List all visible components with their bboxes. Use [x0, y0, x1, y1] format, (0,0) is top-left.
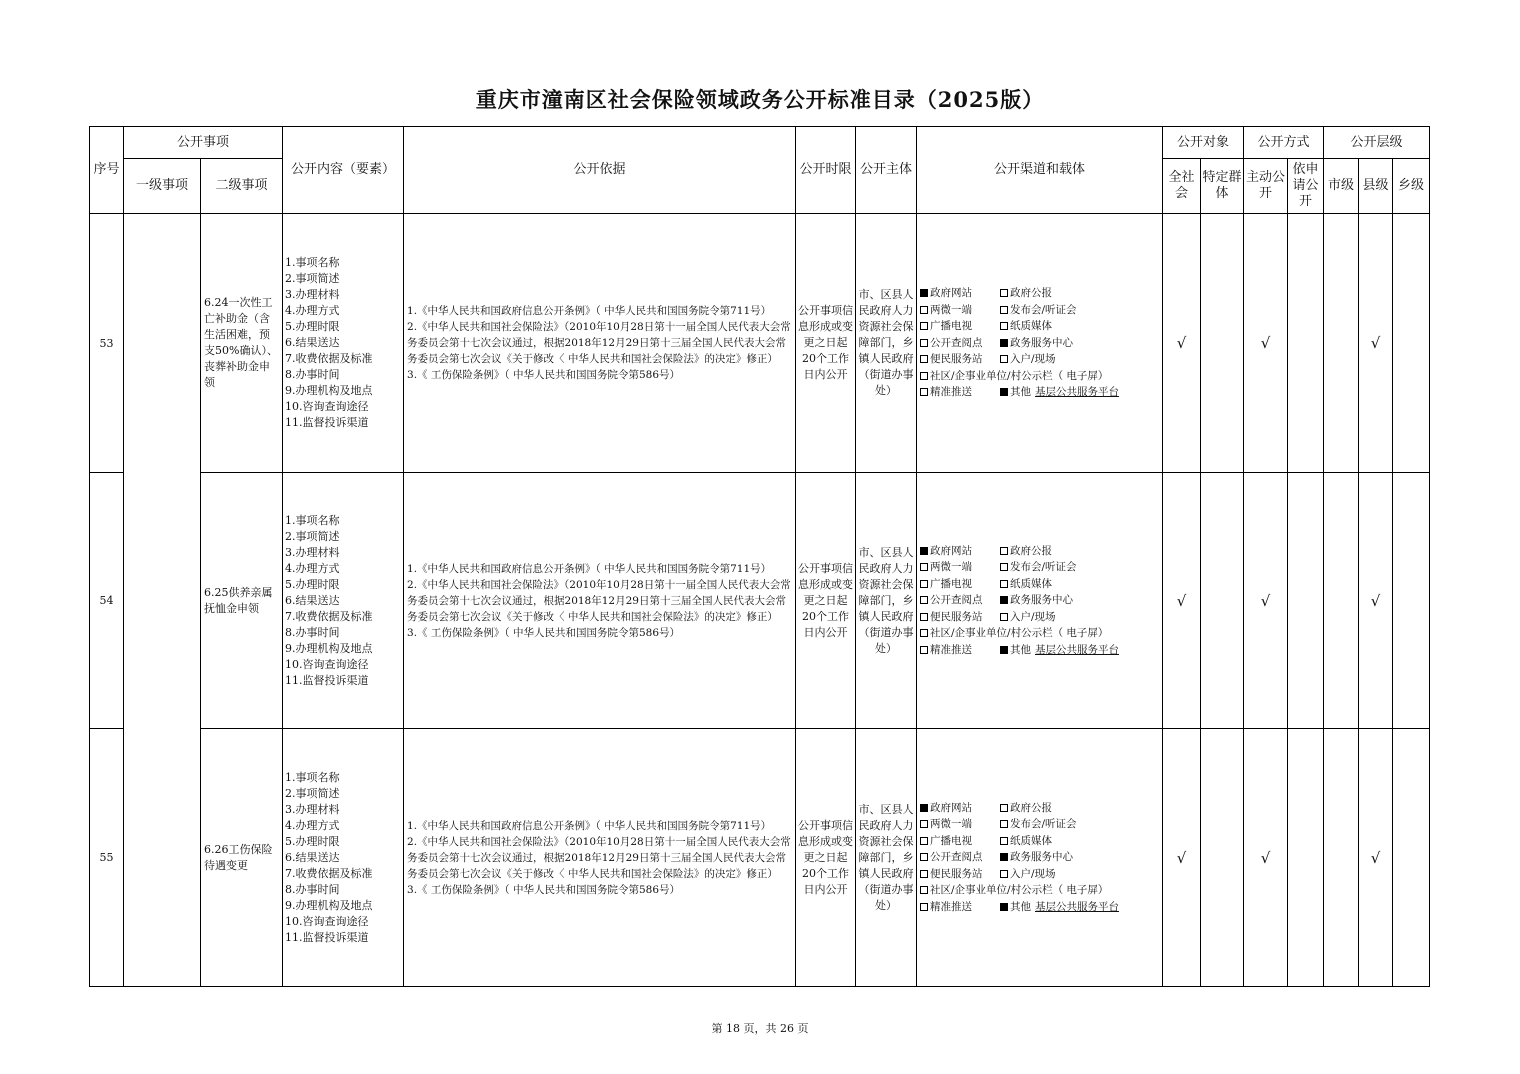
channel-option — [1000, 559, 1077, 576]
channel-option — [920, 882, 1108, 899]
check-town — [1393, 729, 1430, 987]
check-town — [1393, 473, 1430, 729]
checked-box-icon — [1000, 596, 1008, 604]
unchecked-box-icon — [920, 322, 928, 330]
channel-option — [1000, 302, 1077, 319]
channel-other-text: 基层公共服务平台 — [1035, 900, 1120, 913]
checked-box-icon — [1000, 388, 1008, 396]
channel-option — [920, 800, 1000, 817]
check-county: √ — [1359, 729, 1393, 987]
header-level2: 二级事项 — [201, 159, 283, 214]
channel-option — [1000, 816, 1077, 833]
channel-label: 公开查阅点 — [930, 594, 983, 607]
table-row — [90, 473, 1430, 729]
channel-label: 广播电视 — [930, 834, 973, 847]
content-element: 3.办理材料 — [285, 288, 340, 301]
channel-row — [920, 849, 1159, 866]
channel-label: 公开查阅点 — [930, 851, 983, 864]
channel-row — [920, 351, 1159, 368]
basis-entry: 3.《 工伤保险条例》（ 中华人民共和国国务院令第586号） — [407, 369, 680, 381]
content-element: 4.办理方式 — [285, 818, 340, 832]
checked-box-icon — [1000, 853, 1008, 861]
channel-option — [920, 335, 1000, 352]
channel-row — [920, 576, 1159, 593]
header-time-limit: 公开时限 — [796, 127, 856, 214]
unchecked-box-icon — [1000, 355, 1008, 363]
level2-item: 6.24一次性工亡补助金（含生活困难，预支50%确认）、丧葬补助金申领 — [201, 214, 283, 473]
disclosure-channels — [917, 473, 1163, 729]
check-specific — [1201, 473, 1244, 729]
header-method-apply: 依申请公开 — [1288, 159, 1324, 214]
content-element: 4.办理方式 — [285, 304, 340, 317]
check-all: √ — [1163, 473, 1201, 729]
check-all: √ — [1163, 214, 1201, 473]
check-city — [1324, 473, 1359, 729]
channel-label: 入户/现场 — [1010, 610, 1056, 623]
channel-row — [920, 559, 1159, 576]
channel-label: 其他 — [1010, 386, 1032, 399]
header-matter: 公开事项 — [124, 127, 283, 159]
unchecked-box-icon — [920, 580, 928, 588]
unchecked-box-icon — [920, 903, 928, 911]
check-apply — [1288, 729, 1324, 987]
unchecked-box-icon — [1000, 613, 1008, 621]
channel-option — [920, 899, 1000, 916]
content-element: 11.监督投诉渠道 — [285, 416, 369, 429]
unchecked-box-icon — [920, 596, 928, 604]
channel-label: 发布会/听证会 — [1010, 303, 1077, 316]
content-elements — [283, 473, 404, 729]
channel-option — [1000, 335, 1073, 352]
content-element: 8.办事时间 — [285, 368, 340, 381]
content-element: 7.收费依据及标准 — [285, 352, 373, 365]
channel-label: 精准推送 — [930, 386, 973, 399]
content-element: 3.办理材料 — [285, 545, 340, 559]
channel-option — [1000, 866, 1056, 883]
checked-box-icon — [1000, 903, 1008, 911]
content-element: 1.事项名称 — [285, 256, 340, 269]
unchecked-box-icon — [1000, 563, 1008, 571]
channel-label: 广播电视 — [930, 320, 973, 333]
content-element: 5.办理时限 — [285, 834, 340, 848]
channel-option — [1000, 592, 1073, 609]
unchecked-box-icon — [1000, 306, 1008, 314]
content-element: 6.结果送达 — [285, 850, 340, 864]
channel-label: 社区/企事业单位/村公示栏（ 电子屏） — [930, 884, 1109, 897]
content-element: 6.结果送达 — [285, 336, 340, 349]
unchecked-box-icon — [1000, 820, 1008, 828]
channel-label: 政府公报 — [1010, 544, 1053, 557]
content-element: 6.结果送达 — [285, 593, 340, 607]
channel-row — [920, 384, 1159, 401]
channel-option — [920, 642, 1000, 659]
unchecked-box-icon — [1000, 870, 1008, 878]
channel-label: 纸质媒体 — [1010, 577, 1053, 590]
channel-option — [1000, 318, 1052, 335]
unchecked-box-icon — [1000, 547, 1008, 555]
unchecked-box-icon — [1000, 322, 1008, 330]
channel-label: 发布会/听证会 — [1010, 818, 1077, 831]
header-no: 序号 — [90, 127, 124, 214]
channel-option — [1000, 899, 1119, 916]
header-target: 公开对象 — [1163, 127, 1244, 159]
channel-label: 其他 — [1010, 900, 1032, 913]
channel-label: 其他 — [1010, 643, 1032, 656]
legal-basis — [404, 729, 796, 987]
content-element: 9.办理机构及地点 — [285, 384, 373, 397]
channel-option — [1000, 576, 1052, 593]
basis-entry: 3.《 工伤保险条例》（ 中华人民共和国国务院令第586号） — [407, 626, 680, 639]
channel-label: 政府网站 — [930, 801, 973, 814]
header-method-active: 主动公开 — [1244, 159, 1288, 214]
disclosure-subject: 市、区县人民政府人力资源社会保障部门，乡镇人民政府（街道办事处） — [856, 214, 917, 473]
channel-row — [920, 302, 1159, 319]
channel-option — [920, 559, 1000, 576]
channel-label: 入户/现场 — [1010, 353, 1056, 366]
check-specific — [1201, 729, 1244, 987]
channel-option — [1000, 849, 1073, 866]
channel-option — [920, 351, 1000, 368]
disclosure-channels — [917, 214, 1163, 473]
channel-option — [1000, 285, 1052, 302]
catalog-table — [89, 126, 1430, 987]
header-subject: 公开主体 — [856, 127, 917, 214]
channel-row — [920, 800, 1159, 817]
channel-option — [920, 318, 1000, 335]
row-number: 55 — [90, 729, 124, 987]
disclosure-subject: 市、区县人民政府人力资源社会保障部门，乡镇人民政府（街道办事处） — [856, 473, 917, 729]
disclosure-subject: 市、区县人民政府人力资源社会保障部门，乡镇人民政府（街道办事处） — [856, 729, 917, 987]
channel-label: 政府公报 — [1010, 801, 1053, 814]
content-element: 2.事项简述 — [285, 529, 340, 543]
check-specific — [1201, 214, 1244, 473]
channel-label: 政务服务中心 — [1010, 851, 1074, 864]
checked-box-icon — [920, 804, 928, 812]
unchecked-box-icon — [920, 306, 928, 314]
checked-box-icon — [1000, 339, 1008, 347]
channel-other-text: 基层公共服务平台 — [1035, 386, 1120, 399]
channel-option — [920, 368, 1108, 385]
channel-label: 两微一端 — [930, 561, 973, 574]
content-element: 4.办理方式 — [285, 561, 340, 575]
channel-label: 两微一端 — [930, 303, 973, 316]
channel-label: 社区/企事业单位/村公示栏（ 电子屏） — [930, 369, 1109, 382]
basis-entry: 1.《中华人民共和国政府信息公开条例》（ 中华人民共和国国务院令第711号） — [407, 819, 772, 832]
content-element: 9.办理机构及地点 — [285, 898, 373, 912]
checked-box-icon — [1000, 646, 1008, 654]
channel-label: 发布会/听证会 — [1010, 561, 1077, 574]
row-number: 53 — [90, 214, 124, 473]
content-element: 11.监督投诉渠道 — [285, 673, 369, 687]
unchecked-box-icon — [920, 853, 928, 861]
content-element: 7.收费依据及标准 — [285, 609, 373, 623]
content-element: 1.事项名称 — [285, 770, 340, 784]
check-town — [1393, 214, 1430, 473]
content-element: 10.咨询查询途径 — [285, 400, 369, 413]
check-city — [1324, 214, 1359, 473]
channel-row — [920, 899, 1159, 916]
header-level1: 一级事项 — [124, 159, 201, 214]
channel-option — [920, 625, 1108, 642]
channel-row — [920, 543, 1159, 560]
channel-option — [920, 576, 1000, 593]
unchecked-box-icon — [920, 339, 928, 347]
checked-box-icon — [920, 289, 928, 297]
basis-entry: 3.《 工伤保险条例》（ 中华人民共和国国务院令第586号） — [407, 883, 680, 896]
channel-option — [920, 592, 1000, 609]
basis-entry: 2.《中华人民共和国社会保险法》（2010年10月28日第十一届全国人民代表大会常务委员会第十七次会议通过，根据2018年12月29日第十三届全国人民代表大会常务委员会第七次会议《关于修改〈 中华人民共和国社会保险法》的决定》修正） — [407, 835, 791, 880]
table-row — [90, 729, 1430, 987]
channel-label: 便民服务站 — [930, 353, 983, 366]
channel-row — [920, 833, 1159, 850]
unchecked-box-icon — [920, 629, 928, 637]
content-element: 7.收费依据及标准 — [285, 866, 373, 880]
content-element: 5.办理时限 — [285, 320, 340, 333]
unchecked-box-icon — [920, 886, 928, 894]
unchecked-box-icon — [920, 355, 928, 363]
channel-label: 便民服务站 — [930, 867, 983, 880]
channel-option — [920, 833, 1000, 850]
content-element: 9.办理机构及地点 — [285, 641, 373, 655]
table-row — [90, 214, 1430, 473]
channel-label: 精准推送 — [930, 900, 973, 913]
level2-item: 6.26工伤保险待遇变更 — [201, 729, 283, 987]
unchecked-box-icon — [1000, 837, 1008, 845]
header-level-county: 县级 — [1359, 159, 1393, 214]
header-target-specific: 特定群体 — [1201, 159, 1244, 214]
content-element: 11.监督投诉渠道 — [285, 930, 369, 944]
unchecked-box-icon — [1000, 804, 1008, 812]
channel-option — [1000, 642, 1119, 659]
unchecked-box-icon — [920, 837, 928, 845]
header-content: 公开内容（要素） — [283, 127, 404, 214]
basis-entry: 1.《中华人民共和国政府信息公开条例》（ 中华人民共和国国务院令第711号） — [407, 562, 772, 575]
basis-entry: 1.《中华人民共和国政府信息公开条例》（ 中华人民共和国国务院令第711号） — [407, 305, 772, 317]
channel-row — [920, 816, 1159, 833]
channel-option — [1000, 609, 1056, 626]
check-active: √ — [1244, 729, 1288, 987]
time-limit: 公开事项信息形成或变更之日起20个工作日内公开 — [796, 473, 856, 729]
channel-label: 广播电视 — [930, 577, 973, 590]
channel-row — [920, 285, 1159, 302]
level2-item: 6.25供养亲属抚恤金申领 — [201, 473, 283, 729]
header-method: 公开方式 — [1244, 127, 1324, 159]
check-apply — [1288, 473, 1324, 729]
check-county: √ — [1359, 473, 1393, 729]
content-element: 5.办理时限 — [285, 577, 340, 591]
content-element: 1.事项名称 — [285, 513, 340, 527]
basis-entry: 2.《中华人民共和国社会保险法》（2010年10月28日第十一届全国人民代表大会常务委员会第十七次会议通过，根据2018年12月29日第十三届全国人民代表大会常务委员会第七次会议《关于修改〈 中华人民共和国社会保险法》的决定》修正） — [407, 578, 791, 623]
check-all: √ — [1163, 729, 1201, 987]
channel-row — [920, 642, 1159, 659]
channel-label: 入户/现场 — [1010, 867, 1056, 880]
time-limit: 公开事项信息形成或变更之日起20个工作日内公开 — [796, 214, 856, 473]
check-city — [1324, 729, 1359, 987]
header-basis: 公开依据 — [404, 127, 796, 214]
unchecked-box-icon — [920, 563, 928, 571]
content-element: 8.办事时间 — [285, 625, 340, 639]
content-element: 2.事项简述 — [285, 786, 340, 800]
row-number: 54 — [90, 473, 124, 729]
disclosure-channels — [917, 729, 1163, 987]
channel-row — [920, 592, 1159, 609]
channel-option — [920, 285, 1000, 302]
content-element: 2.事项简述 — [285, 272, 340, 285]
content-element: 10.咨询查询途径 — [285, 657, 369, 671]
check-apply — [1288, 214, 1324, 473]
channel-label: 两微一端 — [930, 818, 973, 831]
check-active: √ — [1244, 473, 1288, 729]
unchecked-box-icon — [920, 613, 928, 621]
channel-other-text: 基层公共服务平台 — [1035, 643, 1120, 656]
content-elements — [283, 729, 404, 987]
channel-row — [920, 866, 1159, 883]
legal-basis — [404, 473, 796, 729]
page-footer: 第 18 页，共 26 页 — [711, 1022, 809, 1035]
channel-row — [920, 625, 1159, 642]
content-elements — [283, 214, 404, 473]
header-channel: 公开渠道和载体 — [917, 127, 1163, 214]
check-active: √ — [1244, 214, 1288, 473]
header-target-all: 全社会 — [1163, 159, 1201, 214]
channel-label: 政府网站 — [930, 287, 973, 300]
channel-label: 社区/企事业单位/村公示栏（ 电子屏） — [930, 627, 1109, 640]
channel-label: 政府网站 — [930, 544, 973, 557]
channel-option — [920, 302, 1000, 319]
channel-option — [1000, 833, 1052, 850]
channel-row — [920, 335, 1159, 352]
page-title: 重庆市潼南区社会保险领域政务公开标准目录（2025版） — [475, 87, 1045, 112]
channel-row — [920, 882, 1159, 899]
header-level-town: 乡级 — [1393, 159, 1430, 214]
channel-label: 政府公报 — [1010, 287, 1053, 300]
basis-entry: 2.《中华人民共和国社会保险法》（2010年10月28日第十一届全国人民代表大会常务委员会第十七次会议通过，根据2018年12月29日第十三届全国人民代表大会常务委员会第七次会议《关于修改〈 中华人民共和国社会保险法》的决定》修正） — [407, 321, 791, 365]
unchecked-box-icon — [920, 870, 928, 878]
header-level: 公开层级 — [1324, 127, 1430, 159]
channel-label: 纸质媒体 — [1010, 320, 1053, 333]
checked-box-icon — [920, 547, 928, 555]
channel-option — [1000, 384, 1119, 401]
content-element: 10.咨询查询途径 — [285, 914, 369, 928]
channel-option — [920, 866, 1000, 883]
unchecked-box-icon — [920, 388, 928, 396]
channel-option — [920, 609, 1000, 626]
channel-option — [1000, 800, 1052, 817]
check-county: √ — [1359, 214, 1393, 473]
channel-row — [920, 318, 1159, 335]
unchecked-box-icon — [920, 372, 928, 380]
channel-label: 精准推送 — [930, 643, 973, 656]
channel-label: 公开查阅点 — [930, 336, 983, 349]
channel-option — [920, 849, 1000, 866]
channel-row — [920, 368, 1159, 385]
channel-label: 便民服务站 — [930, 610, 983, 623]
content-element: 8.办事时间 — [285, 882, 340, 896]
channel-label: 政务服务中心 — [1010, 594, 1074, 607]
channel-row — [920, 609, 1159, 626]
level1-item — [124, 214, 201, 987]
channel-label: 纸质媒体 — [1010, 834, 1053, 847]
content-element: 3.办理材料 — [285, 802, 340, 816]
unchecked-box-icon — [1000, 289, 1008, 297]
channel-option — [1000, 543, 1052, 560]
legal-basis — [404, 214, 796, 473]
channel-option — [920, 816, 1000, 833]
time-limit: 公开事项信息形成或变更之日起20个工作日内公开 — [796, 729, 856, 987]
unchecked-box-icon — [920, 820, 928, 828]
channel-option — [920, 543, 1000, 560]
channel-option — [1000, 351, 1056, 368]
channel-option — [920, 384, 1000, 401]
header-level-city: 市级 — [1324, 159, 1359, 214]
unchecked-box-icon — [920, 646, 928, 654]
channel-label: 政务服务中心 — [1010, 336, 1074, 349]
unchecked-box-icon — [1000, 580, 1008, 588]
